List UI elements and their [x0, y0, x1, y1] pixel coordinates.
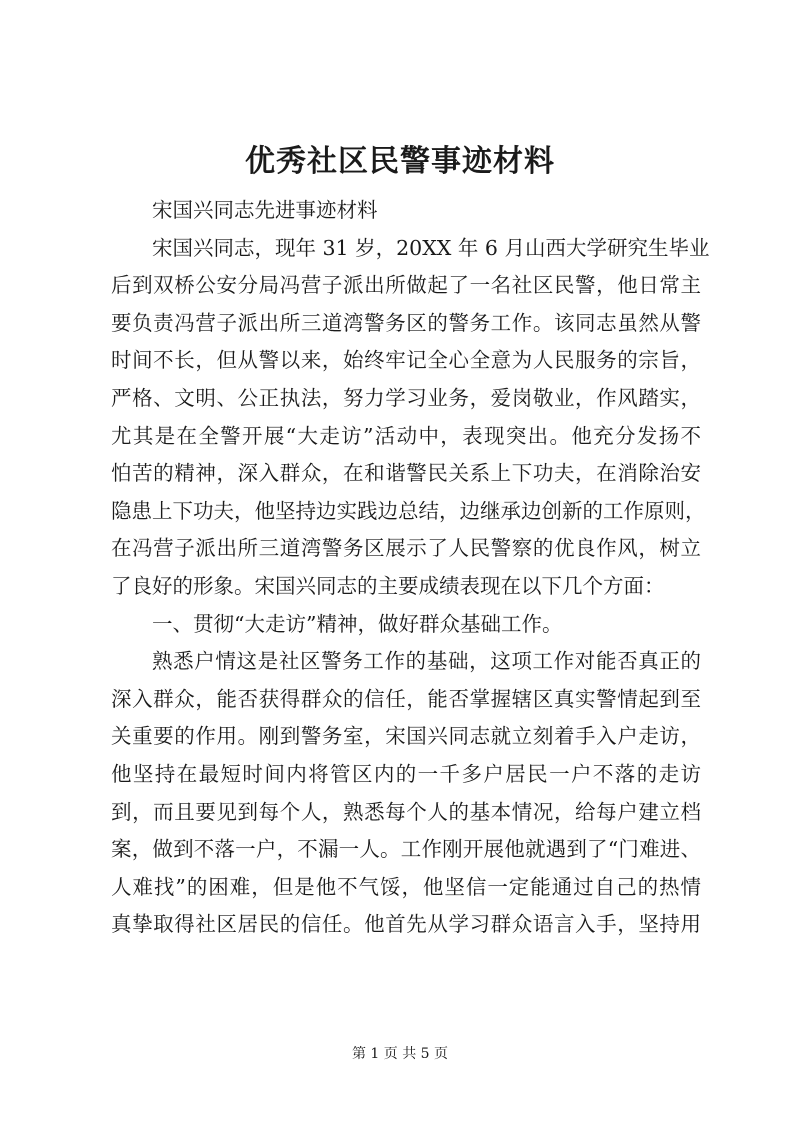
paragraph-line: 严格、文明、公正执法，努力学习业务，爱岗敬业，作风踏实， [111, 385, 701, 410]
section-heading-line: 一、贯彻“大走访”精神，做好群众基础工作。 [152, 611, 563, 636]
paragraph-line: 宋国兴同志，现年 31 岁，20XX 年 6 月山西大学研究生毕业 [152, 235, 710, 260]
paragraph-line: 隐患上下功夫，他坚持边实践边总结，边继承边创新的工作原则， [111, 498, 706, 523]
paragraph-line: 关重要的作用。刚到警务室，宋国兴同志就立刻着手入户走访， [111, 724, 701, 749]
paragraph-line: 深入群众，能否获得群众的信任，能否掌握辖区真实警情起到至 [111, 686, 701, 711]
page-number-footer: 第 1 页 共 5 页 [351, 1046, 449, 1062]
paragraph-line: 人难找”的困难，但是他不气馁，他坚信一定能通过自己的热情 [111, 874, 701, 899]
paragraph-line: 要负责冯营子派出所三道湾警务区的警务工作。该同志虽然从警 [111, 310, 701, 335]
paragraph-line: 案，做到不落一户，不漏一人。工作刚开展他就遇到了“门难进、 [111, 837, 701, 862]
paragraph-line: 后到双桥公安分局冯营子派出所做起了一名社区民警，他日常主 [111, 273, 701, 298]
paragraph-line: 在冯营子派出所三道湾警务区展示了人民警察的优良作风，树立 [111, 536, 701, 561]
paragraph-line: 时间不长，但从警以来，始终牢记全心全意为人民服务的宗旨， [111, 348, 701, 373]
document-title: 优秀社区民警事迹材料 [245, 144, 555, 179]
document-body [111, 192, 710, 944]
paragraph-line: 到，而且要见到每个人，熟悉每个人的基本情况，给每户建立档 [111, 799, 701, 824]
paragraph-line: 真挚取得社区居民的信任。他首先从学习群众语言入手，坚持用 [111, 912, 701, 937]
paragraph-line: 尤其是在全警开展“大走访”活动中，表现突出。他充分发扬不 [111, 423, 701, 448]
subtitle-line: 宋国兴同志先进事迹材料 [152, 198, 378, 222]
paragraph-line: 熟悉户情这是社区警务工作的基础，这项工作对能否真正的 [152, 649, 701, 674]
paragraph-line: 怕苦的精神，深入群众，在和谐警民关系上下功夫，在消除治安 [111, 461, 701, 486]
paragraph-line: 了良好的形象。宋国兴同志的主要成绩表现在以下几个方面： [111, 573, 665, 598]
paragraph-line: 他坚持在最短时间内将管区内的一千多户居民一户不落的走访 [111, 761, 701, 786]
